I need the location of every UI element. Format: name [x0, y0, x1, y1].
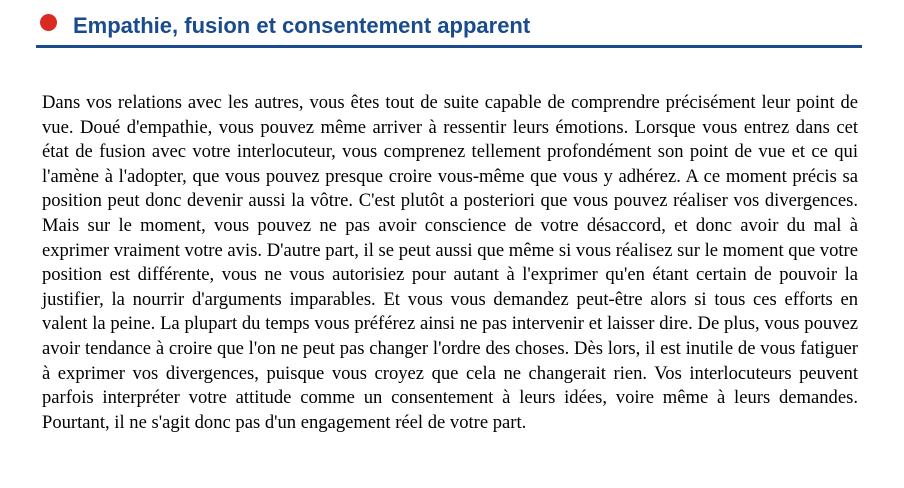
body-paragraph: Dans vos relations avec les autres, vous êtes tout de suite capable de comprendre précisément leur point de vue. Doué d'empathie, vous pouvez même arriver à ressentir leurs émotions. Lorsque vous entrez dans cet état de fusion avec votre interlocuteur, vous comprenez tellement profondément son point de vue et ce qui l'amène à l'adopter, que vous pouvez presque croire vous-même que vous y adhérez. A ce moment précis sa position peut donc devenir aussi la vôtre. C'est plutôt a posteriori que vous pouvez réaliser vos divergences. Mais sur le moment, vous pouvez ne pas avoir conscience de votre désaccord, et donc avoir du mal à exprimer vraiment votre avis. D'autre part, il se peut aussi que même si vous réalisez sur le moment que votre position est différente, vous ne vous autorisiez pour autant à l'exprimer qu'en étant certain de pouvoir la justifier, la nourrir d'arguments imparables. Et vous vous demandez peut-être alors si tous ces efforts en valent la peine. La plupart du temps vous préférez ainsi ne pas intervenir et laisser dire. De plus, vous pouvez avoir tendance à croire que l'on ne peut pas changer l'ordre des choses. Dès lors, il est inutile de vous fatiguer à exprimer vos divergences, puisque vous croyez que cela ne changerait rien. Vos interlocuteurs peuvent parfois interpréter votre attitude comme un consentement à leurs idées, voire même à leurs demandes. Pourtant, il ne s'agit donc pas d'un engagement réel de votre part. [42, 92, 858, 433]
section-title: Empathie, fusion et consentement apparent [73, 13, 531, 38]
red-bullet-icon [40, 14, 57, 31]
title-underline-divider [36, 45, 862, 48]
section-header [36, 10, 862, 48]
